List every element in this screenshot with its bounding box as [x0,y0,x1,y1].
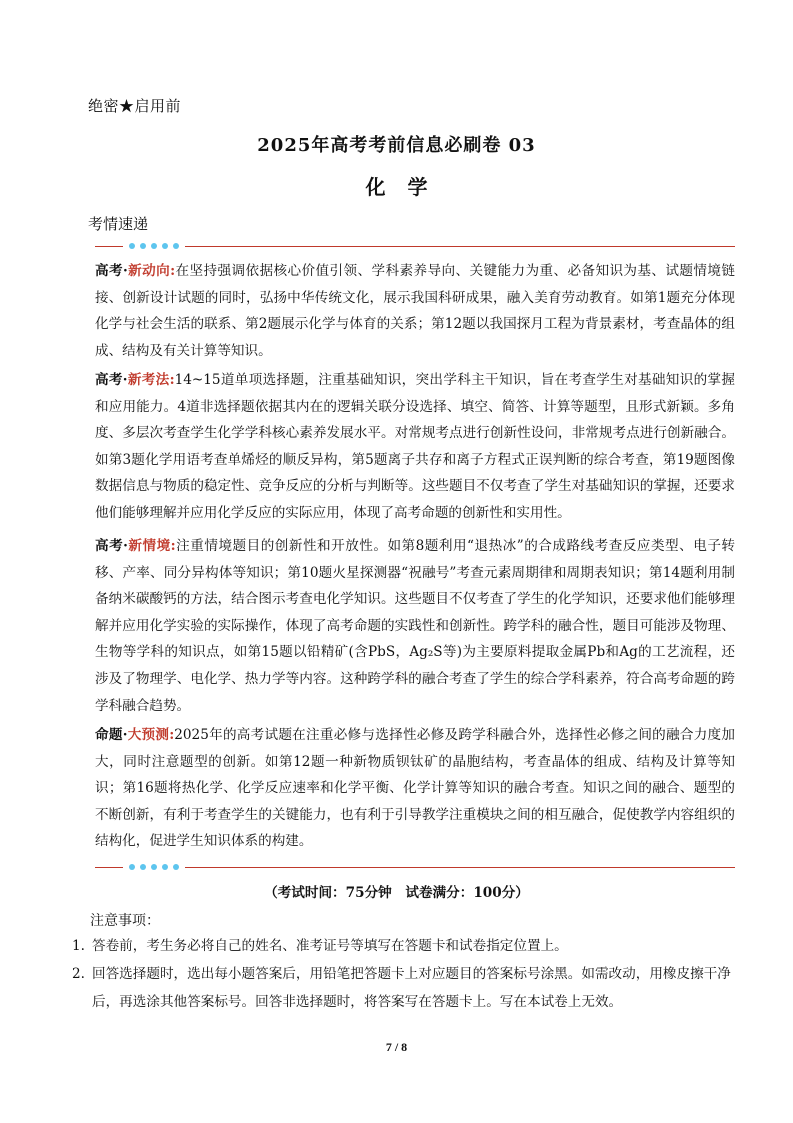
paragraph-label-highlight: 新动向: [127,263,176,279]
page-title: 2025年高考考前信息必刷卷 03 [257,135,536,156]
divider-dot [162,864,168,870]
paragraph-label-highlight: 新情境: [127,538,176,554]
paragraph-text: 注重情境题目的创新性和开放性。如第8题利用“退热冰”的合成路线考查反应类型、电子转移、产率、同分异构体等知识；第10题火星探测器“祝融号”考查元素周期律和周期表知识；第14题利用制备纳米碳酸钙的方法，结合图示考查电化学知识。这些题目不仅考查了学生的化学知识，还要求他们能够理解并应用化学实验的实际操作，体现了高考命题的实践性和创新性。跨学科的融合性，题目可能涉及物理、生物等学科的知识点，如第15题以铅精矿(含PbS，Ag₂S等)为主要原料提取金属Pb和Ag的工艺流程，还涉及了物理学、电化学、热力学等内容。这种跨学科的融合考查了学生的综合学科素养，符合高考命题的跨学科融合趋势。 [95,538,735,714]
notice-item-number: 2. [72,966,85,982]
divider-dot [162,243,168,249]
paragraph-label: 高考· [95,372,128,388]
subject-title: 化学 [365,175,450,199]
notice-item-text: 答卷前，考生务必将自己的姓名、准考证号等填写在答题卡和试卷指定位置上。 [92,938,568,954]
divider-dot [129,243,135,249]
section-divider-top [95,241,735,253]
paragraph-prediction [95,722,735,855]
paragraph-label: 高考· [95,538,128,554]
section-title: 考情速递 [88,215,149,233]
divider-dot [151,864,157,870]
page-number: 7 / 8 [385,1040,408,1054]
divider-dot [140,243,146,249]
secret-mark: 绝密★启用前 [88,97,182,115]
paragraph-text: 在坚持强调依据核心价值引领、学科素养导向、关键能力为重、必备知识为基、试题情境链接、创新设计试题的同时，弘扬中华传统文化，展示我国科研成果，融入美育劳动教育。如第1题充分体现化学与社会生活的联系、第2题展示化学与体育的关系；第12题以我国探月工程为背景素材，考查晶体的组成、结构及有关计算等知识。 [95,263,736,359]
notice-title: 注意事项： [90,913,160,929]
paragraph-label-highlight: 大预测: [127,727,175,743]
divider-dot [151,243,157,249]
notice-item-number: 1. [72,938,85,954]
paragraph-label: 命题· [95,727,128,743]
notice-item [72,960,734,1016]
section-divider-bottom [95,862,735,874]
paragraph-new-context [95,533,735,719]
divider-dot [129,864,135,870]
paragraph-new-method [95,367,735,527]
divider-dot [173,864,179,870]
notice-item [72,932,734,960]
paragraph-text: 14~15道单项选择题，注重基础知识，突出学科主干知识，旨在考查学生对基础知识的掌握和应用能力。4道非选择题依据其内在的逻辑关联分设选择、填空、简答、计算等题型，且形式新颖。多角度、多层次考查学生化学学科核心素养发展水平。对常规考点进行创新性设问，非常规考点进行创新融合。如第3题化学用语考查单烯烃的顺反异构，第5题离子共存和离子方程式正误判断的综合考查，第19题图像数据信息与物质的稳定性、竞争反应的分析与判断等。这些题目不仅考查了学生对基础知识的掌握，还要求他们能够理解并应用化学反应的实际应用，体现了高考命题的创新性和实用性。 [95,372,735,521]
paragraph-label-highlight: 新考法: [127,372,175,388]
paragraph-new-trend [95,258,735,364]
divider-dot [173,243,179,249]
notice-item-text: 回答选择题时，选出每小题答案后，用铅笔把答题卡上对应题目的答案标号涂黑。如需改动，用橡皮擦干净后，再选涂其他答案标号。回答非选择题时，将答案写在答题卡上。写在本试卷上无效。 [92,966,731,1010]
paragraph-label: 高考· [95,263,128,279]
exam-info: （考试时间：75分钟 试卷满分：100分） [264,885,529,901]
divider-dot [140,864,146,870]
paragraph-text: 2025年的高考试题在注重必修与选择性必修及跨学科融合外，选择性必修之间的融合力度加大，同时注意题型的创新。如第12题一种新物质钡钛矿的晶胞结构，考查晶体的组成、结构及计算等知识；第16题将热化学、化学反应速率和化学平衡、化学计算等知识的融合考查。知识之间的融合、题型的不断创新，有利于考查学生的关键能力，也有利于引导教学注重模块之间的相互融合，促使教学内容组织的结构化，促进学生知识体系的构建。 [95,727,735,850]
